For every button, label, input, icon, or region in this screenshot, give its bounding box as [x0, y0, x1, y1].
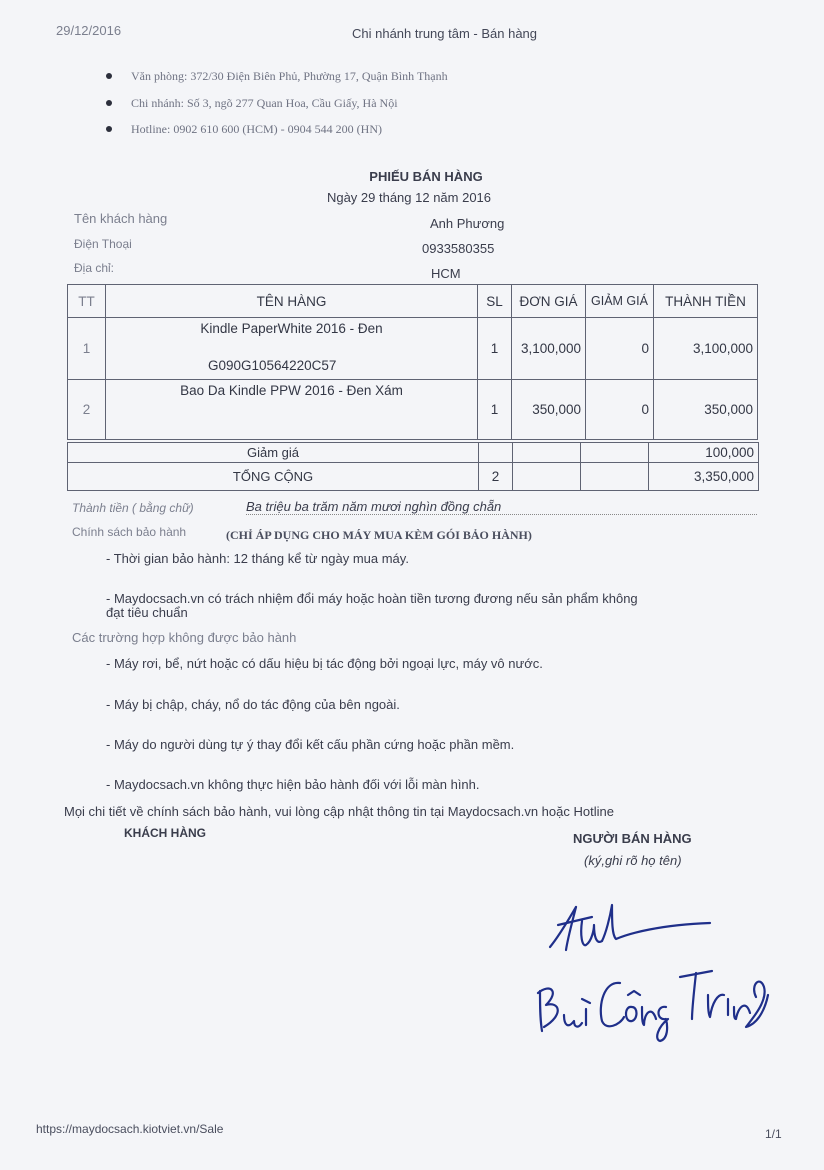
grand-total-row	[68, 463, 759, 491]
customer-phone: 0933580355	[422, 241, 495, 256]
row-total: 350,000	[654, 380, 758, 440]
seller-signature-label: NGƯỜI BÁN HÀNG	[573, 831, 692, 846]
warranty-commitment-line2: đạt tiêu chuẩn	[106, 605, 188, 620]
seller-signature-hint: (ký,ghi rõ họ tên)	[584, 853, 682, 868]
col-item: TÊN HÀNG	[106, 285, 478, 318]
grand-total-qty: 2	[479, 463, 513, 491]
seller-name-handwritten	[520, 895, 521, 896]
receipt-title: PHIẾU BÁN HÀNG	[369, 169, 483, 184]
items-table	[67, 284, 758, 440]
bullet-icon	[106, 126, 112, 132]
warranty-footer-note: Mọi chi tiết về chính sách bảo hành, vui lòng cập nhật thông tin tại Maydocsach.vn hoặc Hotline	[64, 804, 614, 819]
row-index: 1	[68, 318, 106, 380]
warranty-exclusions-label: Các trường hợp không được bảo hành	[72, 630, 297, 645]
branch-title: Chi nhánh trung tâm - Bán hàng	[352, 26, 538, 41]
warranty-policy-label: Chính sách bảo hành	[72, 525, 187, 539]
print-date: 29/12/2016	[56, 23, 122, 38]
customer-name: Anh Phương	[430, 216, 505, 231]
customer-address-label: Địa chỉ:	[74, 261, 115, 275]
item-name: Kindle PaperWhite 2016 - Đen	[200, 321, 383, 336]
row-unit-price: 350,000	[512, 380, 586, 440]
row-item	[106, 380, 478, 440]
table-header-row	[68, 285, 758, 318]
bullet-icon	[106, 73, 112, 79]
row-discount: 0	[586, 318, 654, 380]
warranty-policy-note: (CHỈ ÁP DỤNG CHO MÁY MUA KÈM GÓI BẢO HÀNH)	[226, 528, 532, 542]
contact-branch: Chi nhánh: Số 3, ngõ 277 Quan Hoa, Cầu Giấy, Hà Nội	[106, 96, 448, 123]
footer-url[interactable]: https://maydocsach.kiotviet.vn/Sale	[36, 1122, 224, 1136]
amount-words-value: Ba triệu ba trăm năm mươi nghìn đồng chẵn	[246, 499, 757, 515]
contact-list	[106, 69, 448, 149]
col-index: TT	[68, 285, 106, 318]
seller-handwritten-signature	[520, 895, 780, 1045]
col-qty: SL	[478, 285, 512, 318]
page-number: 1/1	[765, 1127, 782, 1141]
discount-label: Giảm giá	[68, 443, 479, 463]
amount-in-words	[72, 499, 757, 519]
col-discount: GIẢM GIÁ	[586, 285, 654, 318]
col-total: THÀNH TIỀN	[654, 285, 758, 318]
row-unit-price: 3,100,000	[512, 318, 586, 380]
warranty-commitment-line1: - Maydocsach.vn có trách nhiệm đổi máy hoặc hoàn tiền tương đương nếu sản phẩm không	[106, 591, 638, 606]
discount-row	[68, 443, 759, 463]
customer-name-label: Tên khách hàng	[74, 211, 168, 226]
amount-words-label: Thành tiền ( bằng chữ)	[72, 501, 194, 515]
warranty-exclusion: - Máy rơi, bể, nứt hoặc có dấu hiệu bị tác động bởi ngoại lực, máy vô nước.	[106, 656, 543, 671]
col-unit-price: ĐƠN GIÁ	[512, 285, 586, 318]
grand-total-value: 3,350,000	[649, 463, 759, 491]
row-total: 3,100,000	[654, 318, 758, 380]
row-index: 2	[68, 380, 106, 440]
table-row	[68, 318, 758, 380]
warranty-exclusion: - Máy do người dùng tự ý thay đổi kết cấu phần cứng hoặc phần mềm.	[106, 737, 515, 752]
item-name: Bao Da Kindle PPW 2016 - Đen Xám	[180, 383, 403, 398]
bullet-icon	[106, 100, 112, 106]
customer-address: HCM	[431, 266, 461, 281]
receipt-date: Ngày 29 tháng 12 năm 2016	[326, 190, 492, 205]
table-row	[68, 380, 758, 440]
row-discount: 0	[586, 380, 654, 440]
customer-signature-label: KHÁCH HÀNG	[124, 826, 206, 840]
item-serial: G090G10564220C57	[208, 358, 337, 373]
warranty-exclusion: - Máy bị chập, cháy, nổ do tác động của bên ngoài.	[106, 697, 400, 712]
warranty-exclusion: - Maydocsach.vn không thực hiện bảo hành đối với lỗi màn hình.	[106, 777, 480, 792]
grand-total-label: TỔNG CỘNG	[68, 463, 479, 491]
discount-value: 100,000	[649, 443, 759, 463]
warranty-period: - Thời gian bảo hành: 12 tháng kể từ ngày mua máy.	[106, 551, 409, 566]
contact-office: Văn phòng: 372/30 Điện Biên Phủ, Phường 17, Quận Bình Thạnh	[106, 69, 448, 96]
contact-hotline: Hotline: 0902 610 600 (HCM) - 0904 544 200 (HN)	[106, 122, 448, 149]
totals-table	[67, 442, 759, 491]
row-qty: 1	[478, 318, 512, 380]
row-item	[106, 318, 478, 380]
row-qty: 1	[478, 380, 512, 440]
customer-phone-label: Điện Thoại	[74, 237, 132, 251]
